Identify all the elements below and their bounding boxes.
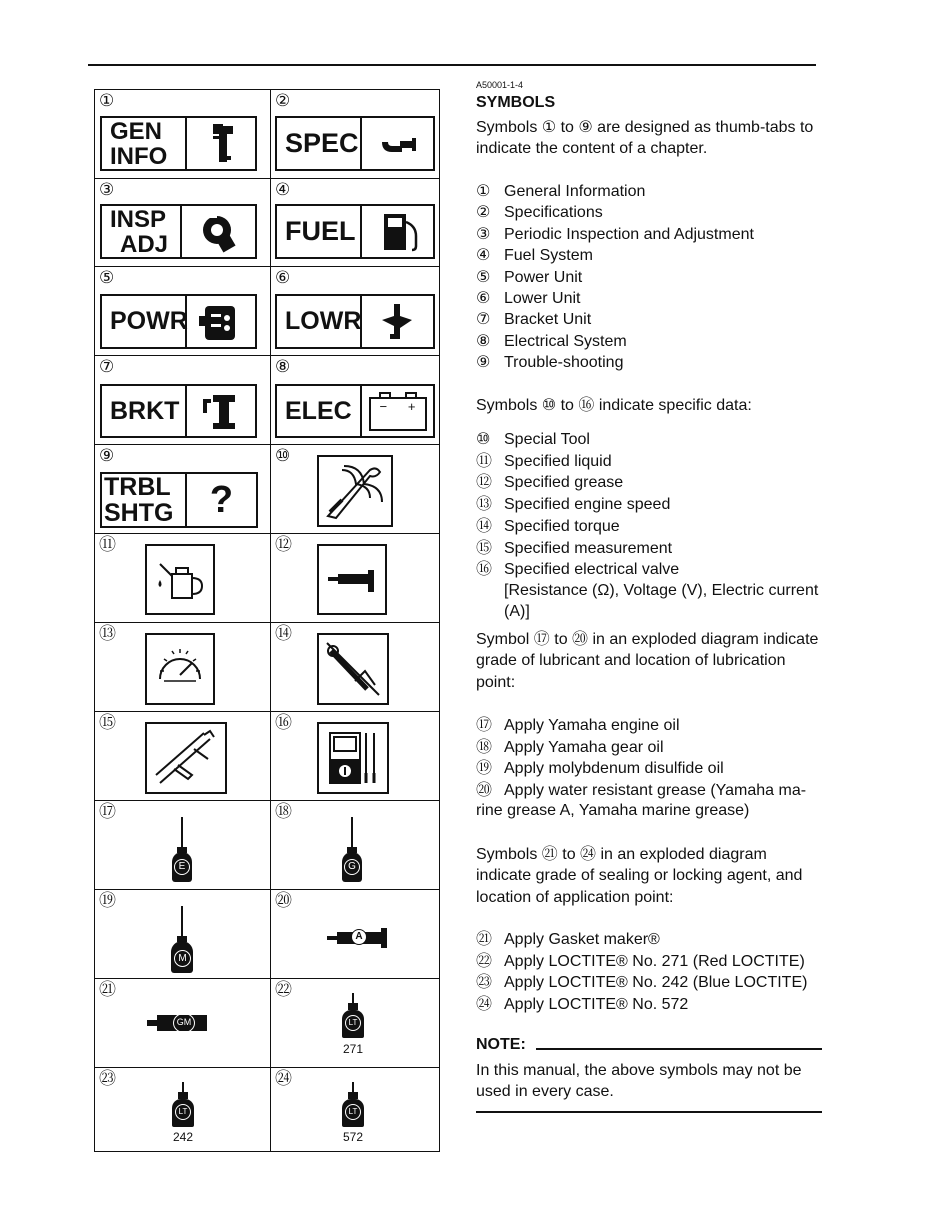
cell-21: [95, 979, 271, 1068]
data-item: [476, 471, 826, 493]
cell-3: [95, 179, 271, 267]
chapter-item: [476, 244, 826, 266]
seal-item: [476, 993, 826, 1015]
seal-intro-paragraph: Symbols ㉑ to ㉔ in an exploded diagram indicate grade of sealing or locking agent, and location of application point:: [476, 846, 803, 906]
lube-item-label: Apply molybdenum disulfide oil: [504, 760, 724, 778]
seal-item-number: ㉓: [476, 972, 493, 992]
cell-number: ⑦: [99, 357, 115, 377]
document-code: A50001-1-4: [476, 80, 524, 90]
cell-19: [95, 890, 271, 979]
data-item: [476, 493, 826, 515]
oil-can-icon: [145, 544, 215, 615]
cell-16: [271, 712, 439, 801]
cell-5: [95, 267, 271, 356]
cell-4: [271, 179, 439, 267]
seal-item-label: Apply Gasket maker®: [504, 931, 660, 948]
chapter-item-label: Power Unit: [504, 268, 583, 286]
tab-label: ELEC: [285, 396, 352, 425]
tab-brkt: [100, 384, 257, 438]
cell-24: [271, 1068, 439, 1151]
data-item-number: ⑬: [476, 494, 493, 514]
cell-number: ⑲: [99, 891, 116, 911]
cell-10: [271, 445, 439, 534]
note-rule: [536, 1048, 822, 1050]
note-heading: NOTE:: [476, 1036, 526, 1053]
seal-item-label: Apply LOCTITE® No. 242 (Blue LOCTITE): [504, 974, 808, 992]
chapter-item-label: Fuel System: [504, 247, 593, 265]
tab-label-line-2: INFO: [110, 142, 168, 170]
cell-17: [95, 801, 271, 890]
battery-plus: +: [407, 399, 416, 414]
cell-7: [95, 356, 271, 445]
tab-elec: [275, 384, 435, 438]
data-item-number: ⑭: [476, 515, 493, 535]
cell-number: ㉒: [275, 980, 292, 1000]
chapter-item-number: ⑨: [476, 352, 491, 372]
tab-label-line-1: GEN: [110, 117, 163, 145]
lube-item-label: Apply water resistant grease (Yamaha ma-: [504, 781, 807, 799]
cell-number: ⑥: [275, 268, 291, 288]
chapter-item-number: ①: [476, 181, 491, 200]
note-text: In this manual, the above symbols may not be used in every case.: [476, 1062, 802, 1101]
lube-item: [476, 736, 826, 758]
chapter-item: [476, 180, 826, 202]
cell-20: [271, 890, 439, 979]
cell-15: [95, 712, 271, 801]
cell-22: [271, 979, 439, 1068]
cell-number: ④: [275, 180, 291, 200]
gasket-maker-tube-icon: [147, 1011, 211, 1035]
cell-18: [271, 801, 439, 890]
lube-item-number: ⑳: [476, 779, 493, 799]
chapter-item: [476, 201, 826, 223]
bracket-icon: [187, 386, 255, 436]
cell-number: ⑭: [275, 624, 292, 644]
chapter-item-label: Periodic Inspection and Adjustment: [504, 225, 754, 243]
cell-11: [95, 534, 271, 623]
cell-number: ②: [275, 91, 291, 111]
seal-item-label: Apply LOCTITE® No. 572: [504, 995, 689, 1013]
cell-number: ⑱: [275, 802, 292, 822]
chapter-item-number: ⑥: [476, 288, 491, 307]
chapter-item-label: Trouble-shooting: [504, 354, 624, 372]
chapter-item: [476, 223, 826, 245]
fuel-pump-icon: [362, 206, 433, 257]
data-item-number: ⑫: [476, 472, 493, 492]
tab-label-line-1: TRBL: [104, 473, 171, 501]
chapter-item-number: ④: [476, 245, 491, 265]
data-item-label: Specified torque: [504, 517, 620, 535]
tube-letter: GM: [173, 1013, 195, 1033]
cell-number: ㉔: [275, 1069, 292, 1089]
tab-label: BRKT: [110, 396, 180, 425]
seal-item: [476, 971, 826, 993]
cell-number: ⑬: [99, 624, 116, 644]
data-item-number: ⑯: [476, 559, 493, 579]
cell-number: ⑧: [275, 357, 291, 377]
cell-number: ①: [99, 91, 115, 111]
loctite-number: 271: [342, 1042, 364, 1056]
data-item: [476, 428, 826, 450]
battery-minus: −: [379, 399, 388, 414]
cell-1: [95, 90, 271, 179]
special-tool-icon: [317, 455, 393, 527]
cell-number: ㉓: [99, 1069, 116, 1089]
loctite-number: 242: [172, 1130, 194, 1144]
lube-item: [476, 757, 826, 779]
tab-label: LOWR: [285, 307, 362, 335]
chapter-item-label: Electrical System: [504, 332, 627, 350]
seal-item: [476, 928, 826, 950]
multimeter-icon: [317, 722, 389, 794]
chapter-item: [476, 308, 826, 330]
tab-trbl-shtg: [100, 472, 258, 528]
cell-number: ③: [99, 180, 115, 200]
cell-6: [271, 267, 439, 356]
tab-powr: [100, 294, 257, 349]
tab-label: POWR: [110, 307, 188, 335]
cell-2: [271, 90, 439, 179]
lube-item: [476, 714, 826, 736]
tachometer-icon: [145, 633, 215, 705]
cell-13: [95, 623, 271, 712]
data-intro-paragraph: Symbols ⑩ to ⑯ indicate specific data:: [476, 397, 752, 414]
lube-item-label: Apply Yamaha engine oil: [504, 717, 680, 734]
data-item-label: Specified electrical valve: [504, 561, 680, 579]
data-item-label: Specified liquid: [504, 452, 612, 470]
battery-icon: [362, 386, 433, 436]
loctite-242-icon: [169, 1082, 197, 1152]
lube-item-number: ⑱: [476, 736, 493, 756]
caliper-icon: [145, 722, 227, 794]
chapter-item-label: Bracket Unit: [504, 311, 592, 329]
seal-item-number: ㉔: [476, 993, 493, 1013]
intro-paragraph: Symbols ① to ⑨ are designed as thumb-tabs to indicate the content of a chapter.: [476, 119, 814, 158]
tab-label-line-1: INSP: [110, 205, 167, 233]
moly-oil-bottle-icon: [171, 906, 193, 976]
chapter-item: [476, 266, 826, 288]
cell-number: ⑤: [99, 268, 115, 288]
chapter-item-label: Specifications: [504, 204, 603, 222]
chapter-item-number: ⑤: [476, 266, 491, 286]
chapter-item-label: General Information: [504, 183, 646, 200]
seal-item-number: ㉑: [476, 929, 493, 948]
chapter-item-number: ③: [476, 223, 491, 243]
data-item: [476, 450, 826, 472]
data-item-number: ⑮: [476, 537, 493, 557]
cell-number: ⑫: [275, 535, 292, 555]
chapter-item: [476, 287, 826, 309]
lower-unit-icon: [362, 296, 433, 347]
wrench-gear-icon: [182, 206, 255, 257]
lube-item-number: ⑲: [476, 758, 493, 778]
chapter-item-number: ⑦: [476, 309, 491, 329]
tab-gen-info: [100, 116, 257, 171]
cell-number: ⑯: [275, 713, 292, 733]
gear-oil-bottle-icon: [341, 817, 363, 887]
engine-oil-bottle-icon: [171, 817, 193, 887]
bottle-letter: G: [344, 859, 360, 875]
cell-number: ⑪: [99, 535, 116, 555]
lube-item-number: ⑰: [476, 715, 493, 734]
seal-item-number: ㉒: [476, 950, 493, 970]
cell-number: ⑨: [99, 446, 115, 466]
chapter-item-number: ②: [476, 202, 491, 222]
cell-number: ⑳: [275, 891, 292, 911]
torque-wrench-icon: [317, 633, 389, 705]
bottle-letter: LT: [345, 1015, 361, 1031]
seal-item: [476, 950, 826, 972]
note-bottom-rule: [476, 1111, 822, 1113]
cell-8: [271, 356, 439, 445]
section-heading: SYMBOLS: [476, 94, 556, 111]
cell-14: [271, 623, 439, 712]
loctite-number: 572: [342, 1130, 364, 1144]
data-item: [476, 537, 826, 559]
cell-23: [95, 1068, 271, 1151]
cell-number: ⑩: [275, 446, 291, 466]
symbol-grid: [94, 89, 440, 1152]
cell-9: [95, 445, 271, 534]
chapter-item-number: ⑧: [476, 330, 491, 350]
data-item-label: Special Tool: [504, 431, 590, 448]
lube-item: [476, 779, 826, 801]
tab-lowr: [275, 294, 435, 349]
seal-item-label: Apply LOCTITE® No. 271 (Red LOCTITE): [504, 952, 805, 970]
tab-label: SPEC: [285, 128, 359, 158]
water-resistant-grease-icon: [327, 926, 397, 950]
cell-number: ⑰: [99, 802, 116, 822]
data-note-line-2: (A)]: [504, 603, 530, 620]
top-rule: [88, 64, 816, 66]
bottle-letter: M: [174, 950, 191, 967]
outboard-icon: [187, 118, 255, 169]
bottle-letter: LT: [345, 1104, 361, 1120]
tab-label: FUEL: [285, 216, 356, 246]
data-note-line-1: [Resistance (Ω), Voltage (V), Electric current: [504, 582, 819, 599]
grease-letter: A: [351, 929, 367, 945]
engine-block-icon: [187, 296, 255, 347]
cell-12: [271, 534, 439, 623]
tab-insp-adj: [100, 204, 257, 259]
data-item-label: Specified measurement: [504, 539, 673, 557]
lube-item-continuation: rine grease A, Yamaha marine grease): [476, 802, 750, 819]
tab-label-line-2: SHTG: [104, 499, 174, 527]
lube-item-label: Apply Yamaha gear oil: [504, 738, 664, 756]
data-item-label: Specified engine speed: [504, 496, 671, 514]
bottle-letter: LT: [175, 1104, 191, 1120]
lube-intro-paragraph: Symbol ⑰ to ⑳ in an exploded diagram indicate grade of lubricant and location of lubrication point:: [476, 631, 819, 691]
cell-number: ㉑: [99, 980, 116, 1000]
chapter-item: [476, 351, 826, 373]
data-item: [476, 558, 826, 580]
loctite-572-icon: [339, 1082, 367, 1152]
question-mark-icon: ?: [209, 478, 234, 521]
loctite-271-icon: [339, 993, 367, 1063]
tab-label-line-2: ADJ: [120, 230, 169, 258]
cell-number: ⑮: [99, 713, 116, 733]
bottle-letter: E: [174, 859, 190, 875]
data-item-number: ⑩: [476, 429, 491, 448]
data-item-number: ⑪: [476, 450, 493, 470]
grease-gun-icon: [317, 544, 387, 615]
chapter-item: [476, 330, 826, 352]
data-item: [476, 515, 826, 537]
tab-spec: [275, 116, 435, 171]
tab-fuel: [275, 204, 435, 259]
chapter-item-label: Lower Unit: [504, 290, 581, 307]
data-item-label: Specified grease: [504, 474, 624, 492]
pipe-icon: [362, 118, 433, 169]
